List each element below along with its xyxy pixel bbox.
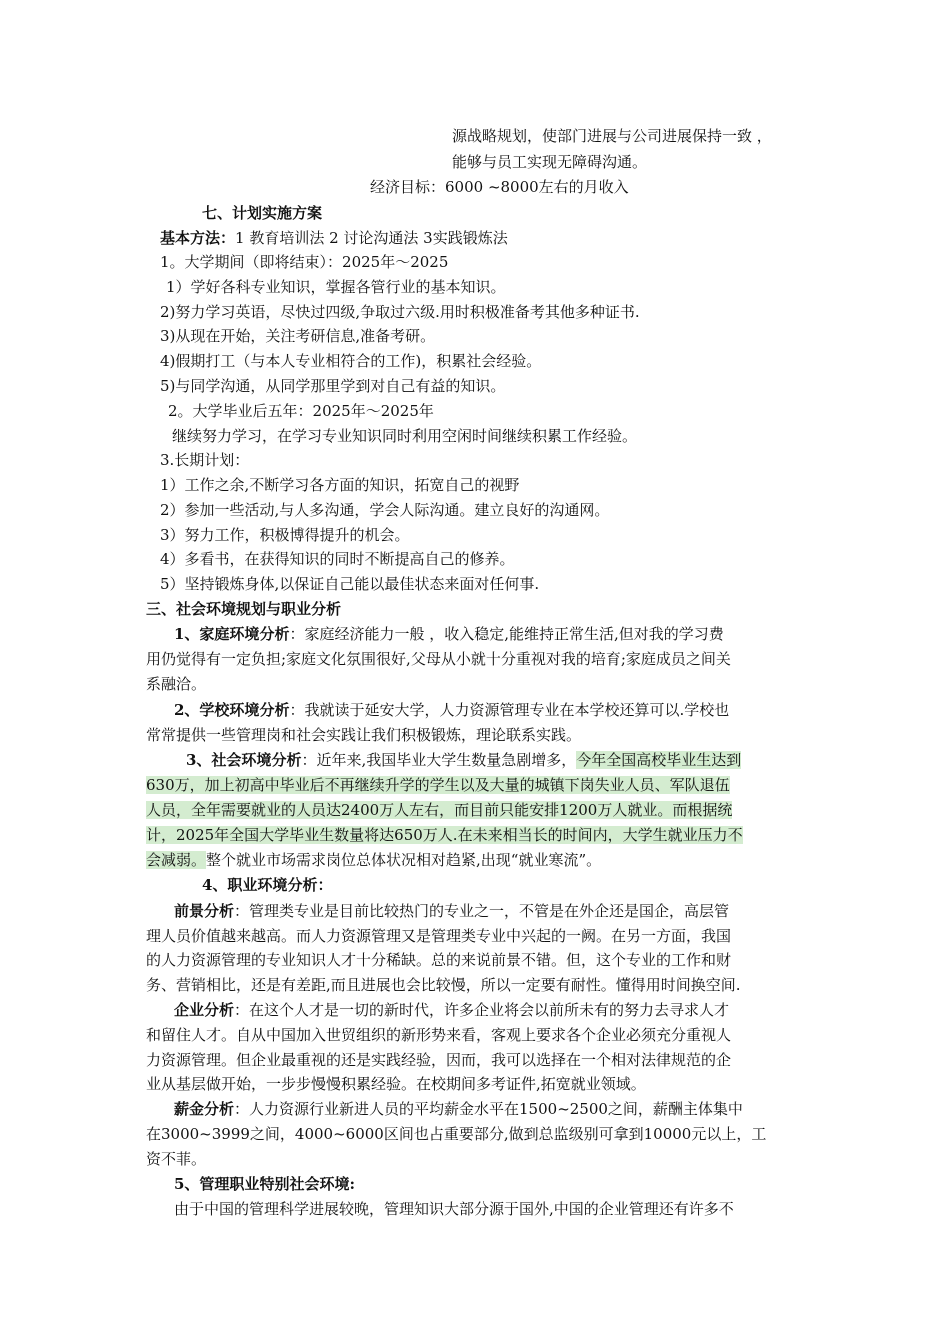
- highlighted-text: 今年全国高校毕业生达到: [576, 751, 742, 769]
- social-line-4: [146, 823, 743, 847]
- highlighted-text: 计，2025年全国大学毕业生数量将达650万人.在未来相当长的时间内，大学生就业压力不: [146, 826, 743, 844]
- social-text: 整个就业市场需求岗位总体状况相对趋紧,出现“就业寒流”。: [206, 851, 602, 869]
- prospect-line-3: 的人力资源管理的专业知识人才十分稀缺。总的来说前景不错。但，这个专业的工作和财: [146, 951, 732, 969]
- enterprise-line-2: 和留住人才。自从中国加入世贸组织的新形势来看，客观上要求各个企业必须充分重视人: [146, 1026, 732, 1044]
- prospect-label: 前景分析: [174, 902, 235, 920]
- mgmt-heading: 5、管理职业特别社会环境:: [174, 1175, 355, 1193]
- enterprise-line-1: [174, 998, 729, 1022]
- college-item: 3)从现在开始，关注考研信息,准备考研。: [160, 327, 436, 345]
- college-item: 2)努力学习英语，尽快过四级,争取过六级.用时积极准备考其他多种证书.: [160, 303, 640, 321]
- economic-goal: 经济目标：6000 ~8000左右的月收入: [370, 178, 629, 196]
- longterm-heading: 3.长期计划：: [160, 451, 250, 469]
- salary-line-1: [174, 1097, 743, 1121]
- salary-line-2: 在3000~3999之间，4000~6000区间也占重要部分,做到总监级别可拿到10000元以上，工: [146, 1125, 767, 1143]
- prospect-line-2: 理人员价值越来越高。而人力资源管理又是管理类专业中兴起的一阙。在另一方面，我国: [146, 927, 732, 945]
- basic-methods-label: 基本方法：: [160, 229, 236, 247]
- longterm-item: 3）努力工作，积极博得提升的机会。: [160, 526, 410, 544]
- longterm-item: 5）坚持锻炼身体,以保证自己能以最佳状态来面对任何事.: [160, 575, 540, 593]
- family-line-2: 用仍觉得有一定负担;家庭文化氛围很好,父母从小就十分重视对我的培育;家庭成员之间关: [146, 650, 731, 668]
- prospect-line-1: [174, 899, 729, 923]
- school-line-2: 常常提供一些管理岗和社会实践让我们积极锻炼，理论联系实践。: [146, 726, 582, 744]
- highlighted-text: 会减弱。: [146, 851, 207, 869]
- section3-heading: 三、社会环境规划与职业分析: [146, 600, 342, 618]
- prospect-line-4: 务、营销相比，还是有差距,而且进展也会比较慢，所以一定要有耐性。懂得用时间换空间.: [146, 976, 741, 994]
- family-line-3: 系融洽。: [146, 675, 207, 693]
- family-label: 1、家庭环境分析: [174, 625, 290, 643]
- after-graduation-text: 继续努力学习，在学习专业知识同时利用空闲时间继续积累工作经验。: [172, 427, 638, 445]
- enterprise-label: 企业分析: [174, 1001, 235, 1019]
- enterprise-text: ：在这个人才是一切的新时代，许多企业将会以前所未有的努力去寻求人才: [234, 1001, 730, 1019]
- social-line-2: [146, 773, 730, 797]
- school-line-1: [174, 698, 729, 722]
- college-heading: 1。大学期间（即将结束）：2025年～2025: [160, 253, 449, 271]
- social-line-1: [186, 748, 741, 772]
- salary-text: ：人力资源行业新进人员的平均薪金水平在1500~2500之间，薪酬主体集中: [234, 1100, 743, 1118]
- strategy-line-1: 源战略规划，使部门进展与公司进展保持一致 ，: [452, 127, 772, 145]
- prospect-text: ：管理类专业是目前比较热门的专业之一，不管是在外企还是国企，高层管: [234, 902, 730, 920]
- longterm-item: 1）工作之余,不断学习各方面的知识，拓宽自己的视野: [160, 476, 520, 494]
- strategy-line-2: 能够与员工实现无障碍沟通。: [452, 153, 648, 171]
- after-graduation-heading: 2。大学毕业后五年：2025年～2025年: [168, 402, 434, 420]
- social-line-3: [146, 798, 732, 822]
- college-item: 1）学好各科专业知识，掌握各管行业的基本知识。: [166, 278, 506, 296]
- highlighted-text: 人员，全年需要就业的人员达2400万人左右，而目前只能安排1200万人就业。而根据统: [146, 801, 733, 819]
- longterm-item: 2）参加一些活动,与人多沟通，学会人际沟通。建立良好的沟通网。: [160, 501, 610, 519]
- social-label: 3、社会环境分析: [186, 751, 302, 769]
- college-item: 4)假期打工（与本人专业相符合的工作)，积累社会经验。: [160, 352, 542, 370]
- enterprise-line-4: 业从基层做开始，一步步慢慢积累经验。在校期间多考证件,拓宽就业领域。: [146, 1075, 646, 1093]
- social-line-5: [146, 848, 601, 872]
- highlighted-text: 630万，加上初高中毕业后不再继续升学的学生以及大量的城镇下岗失业人员、军队退伍: [146, 776, 730, 794]
- school-text: ：我就读于延安大学，人力资源管理专业在本学校还算可以.学校也: [289, 701, 730, 719]
- longterm-item: 4）多看书，在获得知识的同时不断提高自己的修养。: [160, 550, 515, 568]
- basic-methods-text: 1 教育培训法 2 讨论沟通法 3实践锻炼法: [235, 229, 508, 247]
- school-label: 2、学校环境分析: [174, 701, 290, 719]
- family-text: ：家庭经济能力一般 ，收入稳定,能维持正常生活,但对我的学习费: [289, 625, 724, 643]
- family-line-1: [174, 622, 724, 646]
- enterprise-line-3: 力资源管理。但企业最重视的还是实践经验，因而，我可以选择在一个相对法律规范的企: [146, 1051, 732, 1069]
- section7-heading: 七、计划实施方案: [202, 204, 323, 222]
- basic-methods: [160, 226, 508, 250]
- career-heading: 4、职业环境分析：: [202, 876, 333, 894]
- salary-line-3: 资不菲。: [146, 1150, 207, 1168]
- social-text: ：近年来,我国毕业大学生数量急剧增多，: [301, 751, 577, 769]
- college-item: 5)与同学沟通，从同学那里学到对自己有益的知识。: [160, 377, 506, 395]
- salary-label: 薪金分析: [174, 1100, 235, 1118]
- mgmt-line-1: 由于中国的管理科学进展较晚，管理知识大部分源于国外,中国的企业管理还有许多不: [174, 1200, 734, 1218]
